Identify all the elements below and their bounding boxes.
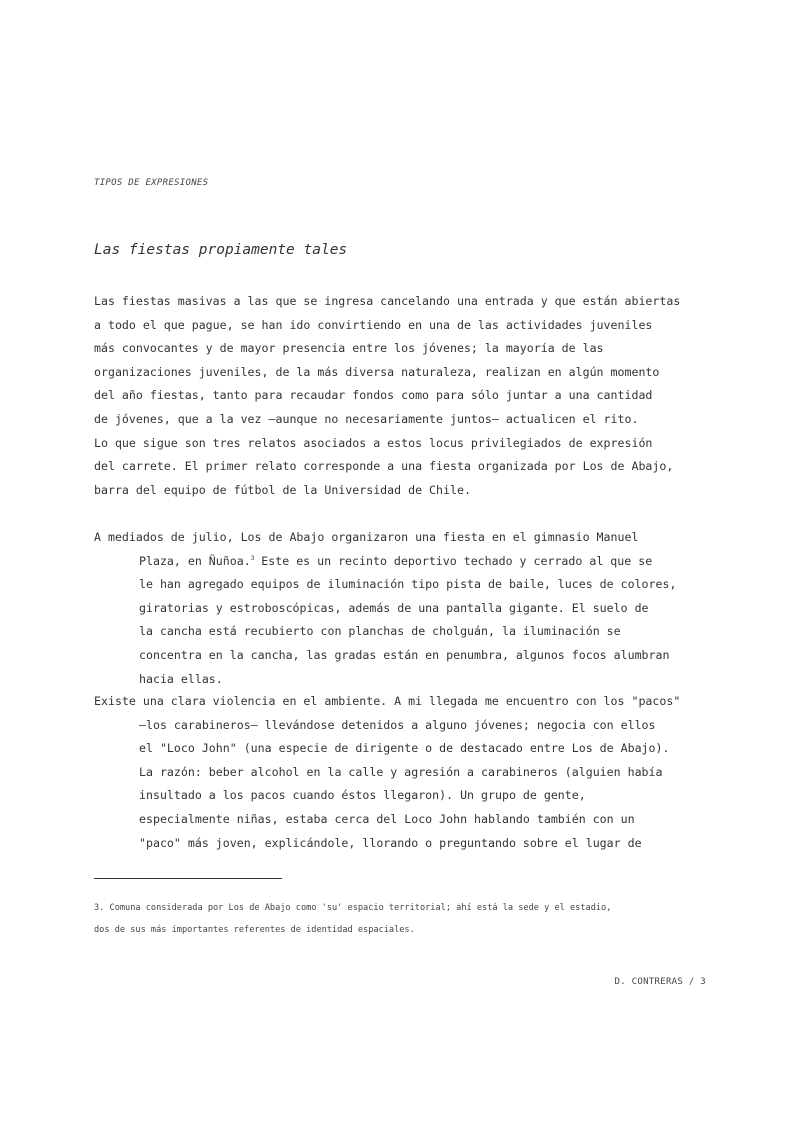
text-line: A mediados de julio, Los de Abajo organizaron una fiesta en el gimnasio Manuel	[94, 530, 639, 544]
text-line: del carrete. El primer relato corresponde a una fiesta organizada por Los de Abajo,	[94, 459, 674, 474]
text-line: la cancha está recubierto con planchas de cholguán, la iluminación se	[139, 624, 621, 639]
text-line: de jóvenes, que a la vez —aunque no necesariamente juntos— actualicen el rito.	[94, 411, 639, 426]
text-line: giratorias y estroboscópicas, además de una pantalla gigante. El suelo de	[139, 600, 649, 615]
text-line: organizaciones juveniles, de la más diversa naturaleza, realizan en algún momento	[94, 364, 660, 379]
quote-fiesta-description	[94, 526, 716, 691]
text-line: "paco" más joven, explicándole, llorando o preguntando sobre el lugar de	[139, 835, 642, 850]
text-line: Las fiestas masivas a las que se ingresa cancelando una entrada y que están abiertas	[94, 294, 681, 308]
text-line: especialmente niñas, estaba cerca del Loco John hablando también con un	[139, 811, 635, 826]
text-line: insultado a los pacos cuando éstos llegaron). Un grupo de gente,	[139, 788, 586, 803]
text-line: barra del equipo de fútbol de la Universidad de Chile.	[94, 482, 471, 497]
text-line: concentra en la cancha, las gradas están en penumbra, algunos focos alumbran	[139, 647, 670, 662]
quote-violence-description	[94, 690, 716, 855]
footnote-line: 3. Comuna considerada por Los de Abajo como 'su' espacio territorial; ahí está la sede y el estadio,	[94, 903, 612, 913]
footnote-divider	[94, 878, 282, 879]
text-line: hacia ellas.	[139, 671, 223, 686]
footnote	[94, 897, 716, 941]
text-line: a todo el que pague, se han ido convirtiendo en una de las actividades juveniles	[94, 317, 653, 332]
text-line: más convocantes y de mayor presencia entre los jóvenes; la mayoría de las	[94, 341, 604, 356]
footnote-line: dos de sus más importantes referentes de identidad espaciales.	[94, 925, 415, 935]
text-line: Existe una clara violencia en el ambiente. A mi llegada me encuentro con los "pacos"	[94, 694, 681, 708]
running-head: TIPOS DE EXPRESIONES	[94, 178, 209, 188]
text-segment: Plaza, en Ñuñoa.	[139, 553, 251, 568]
footnote-reference[interactable]: 3	[250, 554, 255, 562]
text-line: —los carabineros— llevándose detenidos a alguno jóvenes; negocia con ellos	[139, 717, 656, 732]
text-segment: Este es un recinto deportivo techado y cerrado al que se	[254, 553, 653, 568]
text-line: Lo que sigue son tres relatos asociados a estos locus privilegiados de expresión	[94, 435, 653, 450]
page-footer: D. CONTRERAS / 3	[614, 977, 706, 987]
section-title: Las fiestas propiamente tales	[94, 242, 348, 258]
text-line: del año fiestas, tanto para recaudar fondos como para sólo juntar a una cantidad	[94, 388, 653, 403]
paragraph-intro	[94, 290, 716, 502]
text-line	[94, 550, 716, 574]
text-line: le han agregado equipos de iluminación tipo pista de baile, luces de colores,	[139, 577, 677, 592]
text-line: La razón: beber alcohol en la calle y agresión a carabineros (alguien había	[139, 764, 663, 779]
text-line: el "Loco John" (una especie de dirigente o de destacado entre Los de Abajo).	[139, 741, 670, 756]
